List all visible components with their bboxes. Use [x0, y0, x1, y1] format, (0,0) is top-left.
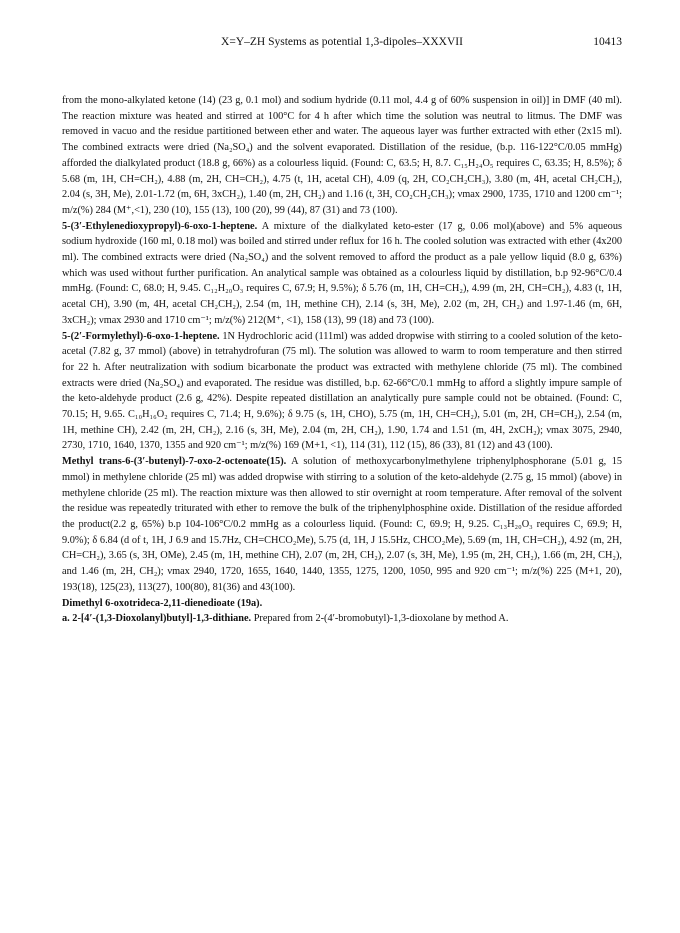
- paragraph: [62, 329, 622, 455]
- paragraph-text: 1N Hydrochloric acid (111ml) was added dropwise with stirring to a cooled solution of the keto-acetal (7.82 g, 37 mmol) (above) in tetrahydrofuran (75 ml). The solution was allowed to warm to room temperature and then stirred for 22 h. After neutralization with sodium bicarbonate the product was extracted with methylene chloride (75 ml). The combined extracts were dried (Na₂SO₄) and evaporated. The residue was distilled, b.p. 62-66°C/0.1 mmHg to afford a slightly impure sample of the keto-aldehyde product (2.6 g, 42%). Despite repeated distillation an analytically pure sample could not be obtained. (Found: C, 70.15; H, 9.65. C₁₀H₁₆O₂ requires C, 71.4; H, 9.6%); δ 9.75 (s, 1H, CHO), 5.75 (m, 1H, CH=CH₂), 5.01 (m, 2H, CH=CH₂), 2.54 (m, 1H, methine CH), 2.42 (m, 2H, CH₂), 2.16 (s, 3H, Me), 2.04 (m, 2H, CH₂), 1.90, 1.74 and 1.51 (m, 4H, 2xCH₂); νmax 3075, 2940, 2730, 1710, 1640, 1370, 1355 and 920 cm⁻¹; m/z(%) 169 (M+1, <1), 114 (31), 112 (15), 86 (33), 81 (12) and 43 (100).: [62, 330, 622, 452]
- paragraph: [62, 454, 622, 595]
- article-body: [62, 93, 622, 627]
- page-number: 10413: [593, 36, 622, 48]
- section-subheading: Dimethyl 6-oxotrideca-2,11-dienedioate (19a).: [62, 597, 263, 609]
- compound-heading: a. 2-[4′-(1,3-Dioxolanyl)butyl]-1,3-dithiane.: [62, 613, 252, 625]
- paragraph-text: Prepared from 2-(4′-bromobutyl)-1,3-dioxolane by method A.: [253, 613, 509, 625]
- running-title: X=Y–ZH Systems as potential 1,3-dipoles–XXXVII: [221, 36, 463, 48]
- paragraph-text: A solution of methoxycarbonylmethylene triphenylphosphorane (5.01 g, 15 mmol) in methylene chloride (25 ml) was added dropwise with stirring to a solution of the keto-aldehyde (2.75 g, 15 mmol) (above) in methylene chloride (25 ml). The reaction mixture was then allowed to stir overnight at room temperature. After removal of the solvent the residue was repeatedly triturated with ether to remove the bulk of the triphenylphosphine oxide. Distillation of the residue afforded the product(2.2 g, 65%) b.p 104-106°C/0.2 mmHg as a colourless liquid. (Found: C, 69.9; H, 9.25. C₁₃H₂₀O₃ requires C, 69.9; H, 9.0%); δ 6.84 (d of t, 1H, J 6.9 and 15.7Hz, CH=CHCO₂Me), 5.75 (d, 1H, J 15.5Hz, CHCO₂Me), 5.69 (m, 1H, CH=CH₂), 4.92 (m, 2H, CH=CH₂), 3.65 (s, 3H, OMe), 2.45 (m, 1H, methine CH), 2.07 (m, 2H, CH₂), 2.07 (s, 3H, Me), 1.95 (m, 2H, CH₂), 1.66 (m, 2H, CH₂), and 1.46 (m, 2H, CH₂); νmax 2940, 1720, 1655, 1640, 1440, 1355, 1275, 1200, 1050, 995 and 920 cm⁻¹; m/z(%) 225 (M+1, 20), 193(18), 125(23), 113(27), 100(80), 81(36) and 43(100).: [62, 456, 622, 593]
- paragraph: [62, 219, 622, 329]
- compound-heading: Methyl trans-6-(3′-butenyl)-7-oxo-2-octenoate(15).: [62, 456, 287, 468]
- compound-heading: 5-(3′-Ethylenedioxypropyl)-6-oxo-1-heptene.: [62, 220, 258, 232]
- running-header: [62, 36, 622, 52]
- paragraph: [62, 93, 622, 219]
- compound-heading: 5-(2′-Formylethyl)-6-oxo-1-heptene.: [62, 330, 220, 342]
- paragraph: [62, 611, 622, 627]
- paragraph-text: from the mono-alkylated ketone (14) (23 g, 0.1 mol) and sodium hydride (0.11 mol, 4.4 g of 60% suspension in oil)] in DMF (40 ml). The reaction mixture was heated and stirred at 100°C for 4 h after which time the solution was neutral to litmus. The DMF was removed in vacuo and the residue partitioned between ether and water. The aqueous layer was further extracted with ether (2x15 ml). The combined extracts were dried (Na₂SO₄) and the solvent evaporated. Distillation of the residue, (b.p. 116-122°C/0.05 mmHg) afforded the dialkylated product (18.8 g, 66%) as a colourless liquid. (Found: C, 63.5; H, 8.7. C₁₅H₂₄O₅ requires C, 63.35; H, 8.5%); δ 5.68 (m, 1H, CH=CH₂), 4.88 (m, 2H, CH=CH₂), 4.75 (t, 1H, acetal CH), 4.09 (q, 2H, CO₂CH₂CH₃), 3.80 (m, 4H, acetal CH₂CH₂), 2.04 (s, 3H, Me), 2.01-1.72 (m, 6H, 3xCH₂), 1.40 (m, 2H, CH₂) and 1.16 (t, 3H, CO₂CH₂CH₃); νmax 2900, 1735, 1710 and 1200 cm⁻¹; m/z(%) 284 (M⁺,<1), 230 (10), 155 (13), 100 (20), 99 (44), 87 (31) and 73 (100).: [62, 95, 622, 216]
- paragraph-text: A mixture of the dialkylated keto-ester (17 g, 0.06 mol)(above) and 5% aqueous sodium hydroxide (160 ml, 0.18 mol) was boiled and stirred under reflux for 16 h. The cooled solution was extracted with ether (4x200 ml). The combined extracts were dried (Na₂SO₄) and the solvent removed to afford the product as a pale yellow liquid (8.0 g, 63%) which was used without further purification. An analytical sample was obtained as a colourless liquid by distillation, b.p 92-96°C/0.4 mmHg. (Found: C, 68.0; H, 9.45. C₁₂H₂₀O₃ requires C, 67.9; H, 9.5%); δ 5.76 (m, 1H, CH=CH₂), 4.99 (m, 2H, CH=CH₂), 4.83 (t, 1H, acetal CH), 3.90 (m, 4H, acetal CH₂CH₂), 2.54 (m, 1H, methine CH), 2.14 (s, 3H, Me), 2.02 (m, 2H, CH₂) and 1.97-1.46 (m, 6H, 3xCH₂); νmax 2930 and 1710 cm⁻¹; m/z(%) 212(M⁺, <1), 158 (13), 99 (18) and 73 (100).: [62, 220, 622, 326]
